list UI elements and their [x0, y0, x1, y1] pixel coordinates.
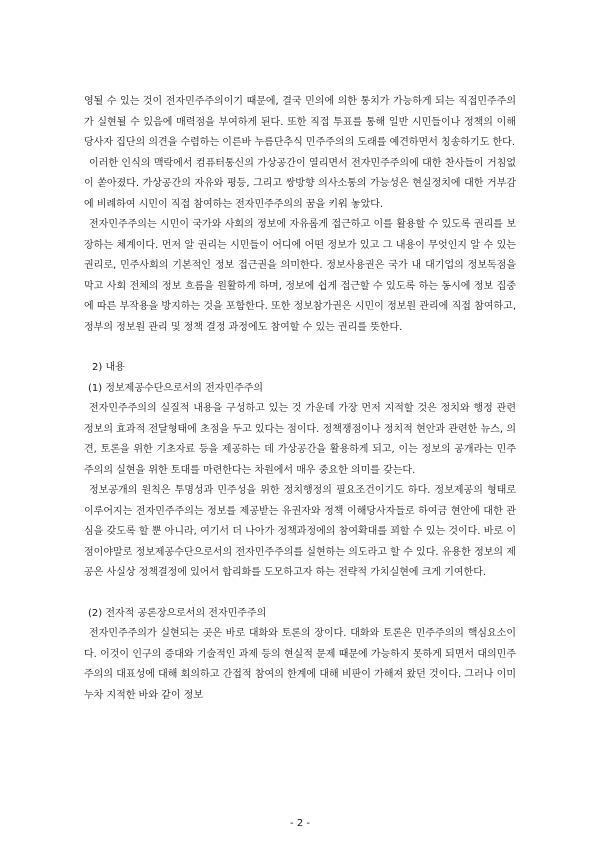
page-number: - 2 -: [290, 818, 310, 829]
subsection-heading: (2) 전자적 공론장으로서의 전자민주주의: [88, 607, 267, 619]
paragraph: 전자민주주의의 실질적 내용을 구성하고 있는 것 가운데 가장 먼저 지적할 것은 정치와 행정 관련정보의 효과적 전달형태에 초점을 두고 있다는 점이다. 정책쟁점이나 정치적 현안과 관련한 뉴스, 의견, 토론을 위한 기초자료 등을 제공하는 데 가상공간을 활용하게 되고, 이는 정보의 공개라는 민주주의의 실현을 위한 토대를 마련한다는 차원에서 매우 중요한 의미를 갖는다.: [84, 403, 516, 476]
spacer: [84, 338, 516, 358]
paragraph: 전자민주주의는 시민이 국가와 사회의 정보에 자유롭게 접근하고 이를 활용할 수 있도록 권리를 보장하는 체계이다. 먼저 알 권리는 시민들이 어디에 어떤 정보가 있고 그 내용이 무엇인지 알 수 있는 권리로, 민주사회의 기본적인 정보 접근권을 의미한다. 정보사용권은 국가 내 대기업의 정보독점을 막고 사회 전체의 정보 흐름을 원활하게 하며, 정보에 쉽게 접근할 수 있도록 하는 동시에 정보 집중에 따른 부작용을 방지하는 것을 포함한다. 또한 정보참가권은 시민이 정보원 관리에 직접 참여하고, 정부의 정보원 관리 및 정책 결정 과정에도 참여할 수 있는 권리를 뜻한다.: [84, 219, 516, 333]
paragraph: 영될 수 있는 것이 전자민주주의이기 때문에, 결국 민의에 의한 통치가 가능하게 되는 직접민주주의가 실현될 수 있음에 매력점을 부여하게 된다. 또한 직접 투표를 통해 일반 시민들이나 정책의 이해당사자 집단의 의견을 수렴하는 이른바 누름단추식 민주주의의 도래를 예견하면서 칭송하기도 한다.: [84, 96, 516, 148]
paragraph: 전자민주주의가 실현되는 곳은 바로 대화와 토론의 장이다. 대화와 토론은 민주주의의 핵심요소이다. 이것이 인구의 증대와 기술적인 과제 등의 현실적 문제 때문에 가능하지 못하게 되면서 대의민주주의의 대표성에 대해 회의하고 간접적 참여의 한계에 대해 비판이 가해져 왔던 것이다. 그러나 이미 누차 지적한 바와 같이 정보: [84, 628, 516, 701]
subsection-heading: (1) 정보제공수단으로서의 전자민주주의: [88, 382, 264, 394]
section-heading: 2) 내용: [92, 362, 125, 373]
spacer: [84, 584, 516, 604]
paragraph: 정보공개의 원칙은 투명성과 민주성을 위한 정치행정의 필요조건이기도 하다. 정보제공의 형태로 이루어지는 전자민주주의는 정보를 제공받는 유권자와 정책 이해당사자들로 하여금 현안에 대한 관심을 갖도록 할 뿐 아니라, 여기서 더 나아가 정책과정에의 참여확대를 꾀할 수 있는 것이다. 바로 이 점이야말로 정보제공수단으로서의 전자민주주의를 실현하는 의도라고 할 수 있다. 유용한 정보의 제공은 사실상 정책결정에 있어서 합리화를 도모하고자 하는 전략적 가치실현에 크게 기여한다.: [84, 485, 516, 578]
body-text: [84, 92, 516, 706]
paragraph: 이러한 인식의 맥락에서 컴퓨터통신의 가상공간이 열리면서 전자민주주의에 대한 찬사들이 거침없이 쏟아졌다. 가상공간의 자유와 평등, 그리고 쌍방향 의사소통의 가능성은 현실정치에 대한 거부감에 비례하여 시민이 직접 참여하는 전자민주주의의 꿈을 키워 놓았다.: [84, 157, 516, 210]
